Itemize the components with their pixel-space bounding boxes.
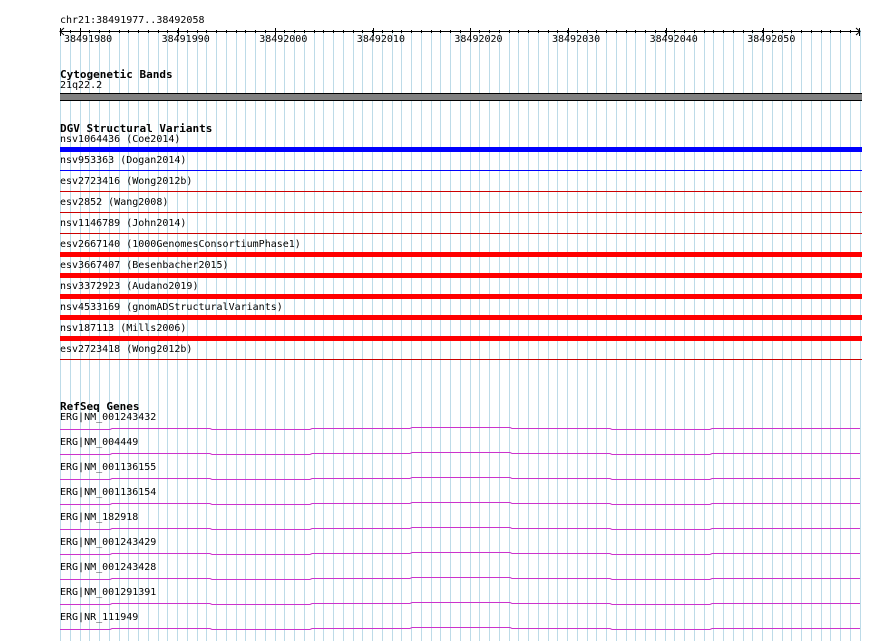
ruler-tick-label: 38492020 (454, 34, 503, 45)
ruler-tick-label: 38491990 (161, 34, 210, 45)
dgv-feature-bar[interactable] (60, 273, 862, 278)
refseq-feature-label: ERG|NM_001291391 (60, 587, 157, 598)
refseq-track-title: RefSeq Genes (60, 400, 140, 413)
dgv-feature-bar[interactable] (60, 233, 862, 234)
refseq-feature-label: ERG|NM_182918 (60, 512, 139, 523)
dgv-feature-bar[interactable] (60, 212, 862, 213)
dgv-feature-label: nsv3372923 (Audano2019) (60, 281, 199, 292)
cytoband-bar[interactable] (60, 93, 862, 101)
location-label: chr21:38491977..38492058 (60, 15, 205, 26)
refseq-feature-label: ERG|NM_001243429 (60, 537, 157, 548)
ruler-tick-label: 38492010 (356, 34, 405, 45)
dgv-feature-label: esv2723416 (Wong2012b) (60, 176, 193, 187)
refseq-feature-label: ERG|NM_001243428 (60, 562, 157, 573)
dgv-feature-label: nsv187113 (Mills2006) (60, 323, 187, 334)
refseq-feature-label: ERG|NR_111949 (60, 612, 139, 623)
dgv-feature-label: nsv1064436 (Coe2014) (60, 134, 181, 145)
dgv-feature-label: esv2667140 (1000GenomesConsortiumPhase1) (60, 239, 301, 250)
refseq-feature-label: ERG|NM_004449 (60, 437, 139, 448)
dgv-feature-label: nsv953363 (Dogan2014) (60, 155, 187, 166)
ruler-tick-label: 38491980 (64, 34, 113, 45)
dgv-feature-bar[interactable] (60, 359, 862, 360)
dgv-feature-bar[interactable] (60, 191, 862, 192)
ruler-tick-label: 38492000 (259, 34, 308, 45)
dgv-feature-label: esv2723418 (Wong2012b) (60, 344, 193, 355)
dgv-feature-label: nsv1146789 (John2014) (60, 218, 187, 229)
dgv-feature-bar[interactable] (60, 252, 862, 257)
dgv-feature-bar[interactable] (60, 147, 862, 152)
ruler-tick-label: 38492030 (552, 34, 601, 45)
dgv-feature-bar[interactable] (60, 336, 862, 341)
dgv-feature-label: esv3667407 (Besenbacher2015) (60, 260, 229, 271)
dgv-feature-bar[interactable] (60, 294, 862, 299)
dgv-feature-label: nsv4533169 (gnomADStructuralVariants) (60, 302, 283, 313)
dgv-track-title: DGV Structural Variants (60, 122, 213, 135)
refseq-feature-label: ERG|NM_001136154 (60, 487, 157, 498)
dgv-feature-label: esv2852 (Wang2008) (60, 197, 169, 208)
ruler-tick-label: 38492050 (747, 34, 796, 45)
refseq-feature-label: ERG|NM_001243432 (60, 412, 157, 423)
dgv-feature-bar[interactable] (60, 315, 862, 320)
ruler-tick-label: 38492040 (649, 34, 698, 45)
cytoband-label: 21q22.2 (60, 80, 103, 91)
refseq-feature-label: ERG|NM_001136155 (60, 462, 157, 473)
dgv-feature-bar[interactable] (60, 170, 862, 171)
cytoband-track-title: Cytogenetic Bands (60, 68, 173, 81)
